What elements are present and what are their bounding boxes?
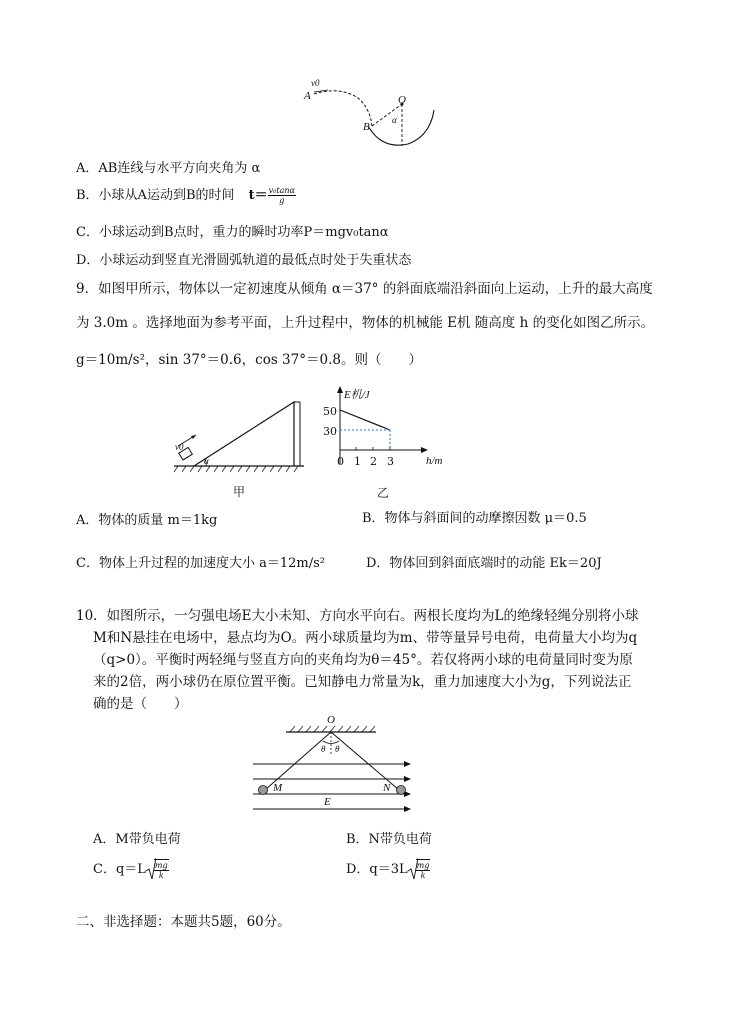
- point-o-label: O: [398, 94, 406, 106]
- q8-option-b: [76, 184, 296, 205]
- q9-option-c: C．物体上升过程的加速度大小 a＝12m/s²: [76, 556, 325, 571]
- pivot-o-label: O: [327, 714, 335, 726]
- sqrt-denominator-d: k: [420, 871, 426, 880]
- section-2-heading: 二、非选择题：本题共5题，60分。: [76, 914, 291, 930]
- theta-left-label: θ: [321, 744, 326, 754]
- v0-label: v0: [311, 78, 320, 88]
- alpha-label: α: [392, 115, 397, 125]
- q10-option-c-text: C．q＝L: [93, 862, 146, 877]
- incline-alpha-label: α: [204, 456, 209, 466]
- q10-option-b: B．N带负电荷: [346, 832, 432, 847]
- point-a-label: A: [304, 90, 311, 102]
- graph-tick-x2: 2: [370, 455, 377, 468]
- graph-tick-y30: 30: [323, 425, 337, 438]
- q9-option-d: D．物体回到斜面底端时的动能 Ek＝20J: [366, 556, 602, 571]
- incline-v0-label: v0: [175, 442, 184, 452]
- q10-stem-line4: 来的2倍，两小球仍在原位置平衡。已知静电力常量为k，重力加速度大小为g，下列说法正: [93, 674, 632, 690]
- projectile-arc-figure: [300, 78, 445, 148]
- q8-option-b-lhs: t＝: [248, 188, 268, 203]
- q8-option-a: A．AB连线与水平方向夹角为 α: [76, 161, 261, 176]
- q10-stem-line3: （q>0）。平衡时两轻绳与竖直方向的夹角均为θ＝45°。若仅将两小球的电荷量同时变为原: [93, 652, 633, 668]
- point-b-label: B: [363, 121, 370, 133]
- q9-stem-line2: 为 3.0m 。选择地面为参考平面，上升过程中，物体的机械能 E机 随高度 h 的变化如图乙所示。: [76, 315, 655, 331]
- q10-option-d-sqrt: [408, 859, 431, 880]
- q10-option-c: [93, 858, 169, 880]
- q8-option-d: D．小球运动到竖直光滑圆弧轨道的最低点时处于失重状态: [76, 253, 412, 268]
- q9-stem-line3: g＝10m/s²，sin 37°＝0.6，cos 37°＝0.8。则（ ）: [76, 352, 422, 368]
- theta-right-label: θ: [335, 744, 340, 754]
- q8-option-b-fraction: [268, 186, 296, 205]
- q10-option-c-sqrt: [146, 859, 169, 880]
- q9-option-b: B．物体与斜面间的动摩擦因数 μ＝0.5: [362, 511, 587, 526]
- graph-x-axis-label: h/m: [426, 455, 443, 467]
- charged-pendulums-figure: [248, 714, 418, 814]
- ball-m-label: M: [273, 782, 283, 794]
- graph-tick-x3: 3: [387, 455, 394, 468]
- q10-stem-line1: 10．如图所示，一匀强电场E大小未知、方向水平向右。两根长度均为L的绝缘轻绳分别将小球: [76, 608, 639, 624]
- q10-stem-line2: M和N悬挂在电场中，悬点均为O。两小球质量均为m、带等量异号电荷，电荷量大小均为q: [93, 630, 638, 646]
- graph-tick-x1: 1: [354, 455, 361, 468]
- field-e-label: E: [324, 796, 331, 808]
- q10-option-a: A．M带负电荷: [93, 832, 181, 847]
- q10-option-d: [346, 858, 430, 880]
- incline-figure: [170, 380, 310, 480]
- graph-tick-x0: 0: [337, 455, 344, 468]
- figure-yi-caption: 乙: [377, 486, 390, 500]
- q8-option-b-text: B．小球从A运动到B的时间: [76, 188, 235, 203]
- sqrt-numerator-d: mg: [416, 861, 430, 870]
- ball-n-label: N: [383, 782, 391, 794]
- q8-fraction-denominator: g: [279, 196, 285, 205]
- q10-stem-line5: 确的是（ ）: [93, 696, 188, 712]
- sqrt-denominator-c: k: [158, 871, 164, 880]
- figure-jia-caption: 甲: [233, 485, 246, 499]
- sqrt-numerator-c: mg: [154, 861, 168, 870]
- q10-option-d-text: D．q＝3L: [346, 862, 408, 877]
- q9-stem-line1: 9．如图甲所示，物体以一定初速度从倾角 α＝37° 的斜面底端沿斜面向上运动，上升的最大高度: [76, 281, 653, 297]
- graph-tick-y50: 50: [323, 405, 337, 418]
- graph-y-axis-label: E机/J: [344, 389, 370, 401]
- q9-option-a: A．物体的质量 m＝1kg: [76, 513, 218, 528]
- q8-fraction-numerator: v₀tanα: [268, 186, 295, 195]
- q8-option-c: C．小球运动到B点时，重力的瞬时功率P＝mgv₀tanα: [76, 225, 389, 240]
